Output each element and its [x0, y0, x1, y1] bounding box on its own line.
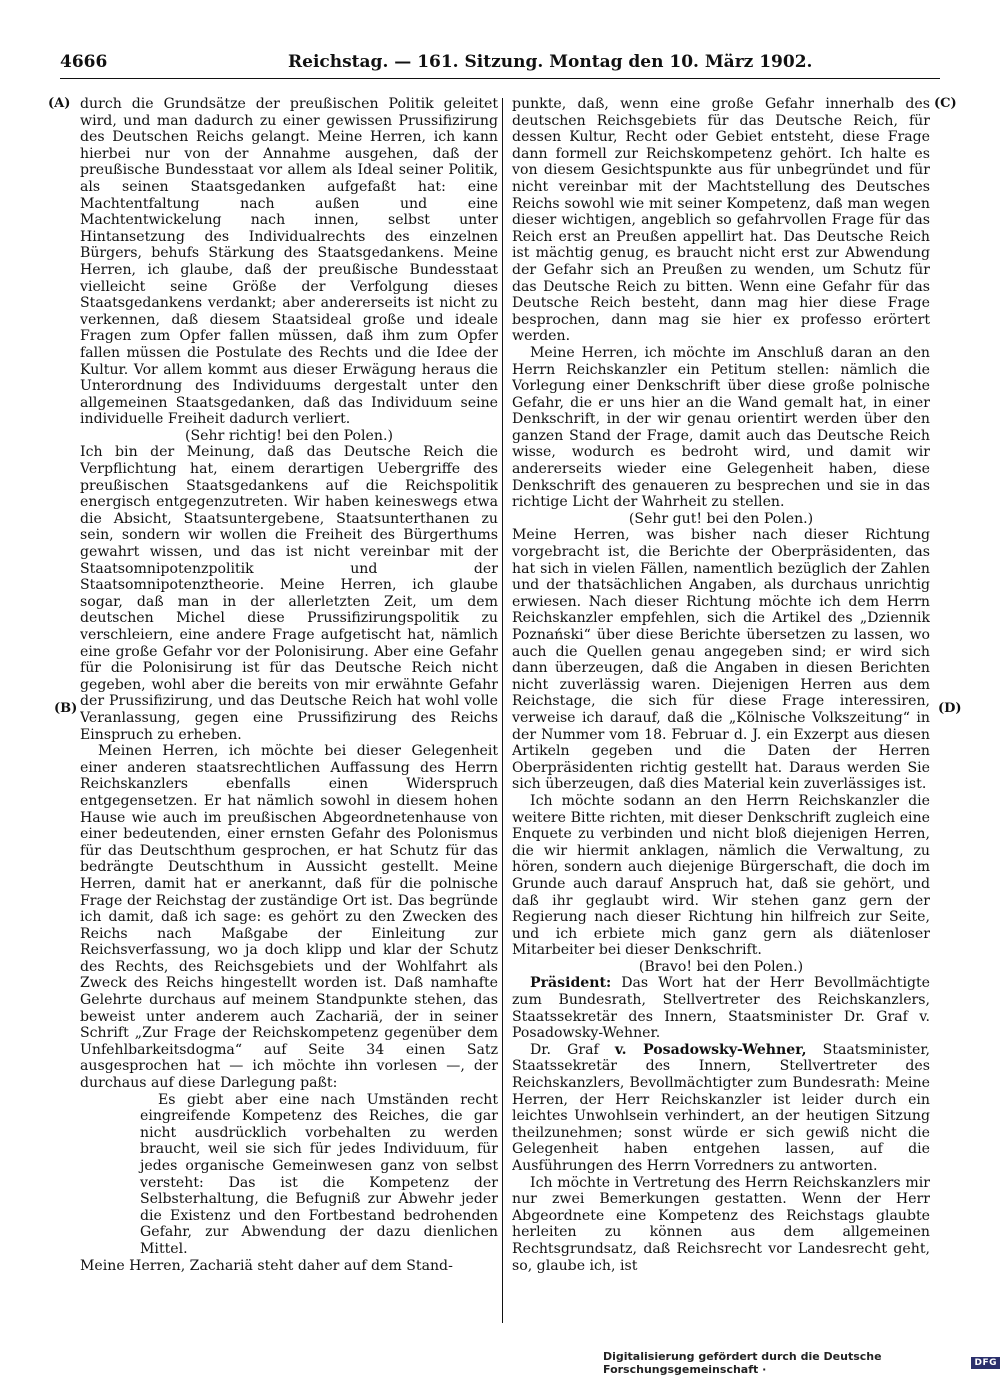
- speaker-text: Staatsminister, Staatssekretär des Innern, Stellvertreter des Reichskanzlers, Bevollmächtigter zum Bundesrath: Meine Herren, der Herr Reichskanzler ist leider durch ein leichtes Unwohlsein verhindert, an der heutigen Sitzung theilzunehmen; sonst würde er sich gewiß nicht die Gelegenheit haben entgehen lassen, auf die Ausführungen des Herrn Vorredners zu antworten.: [512, 1041, 930, 1174]
- paragraph: punkte, daß, wenn eine große Gefahr innerhalb des deutschen Reichsgebiets für das Deutsche Reich, für dessen Kultur, Recht oder Gebiet entsteht, diese Frage dann formell zur Reichskompetenz gehört. Ich halte es von diesem Gesichtspunkte aus für unbegründet und für nicht vereinbar mit der Machtstellung des Deutsches Reichs sowohl wie mit seiner Kompetenz, daß man wegen dieser wichtigen, angeblich so gefahrvollen Frage für das Reich erst an Preußen appellirt hat. Das Deutsche Reich ist mächtig genug, es braucht nicht erst zur Abwendung der Gefahr sich an Preußen zu wenden, um Schutz für das Deutsche Reich zu bitten. Wenn eine Gefahr für das Deutsche Reich besteht, dann mag hier diese Frage besprochen, dann mag sie hier ex professo erörtert werden.: [512, 96, 930, 345]
- running-title: Reichstag. — 161. Sitzung. Montag den 10. März 1902.: [288, 52, 813, 72]
- paragraph: Ich bin der Meinung, daß das Deutsche Reich die Verpflichtung hat, einem derartigen Uebergriffe des preußischen Staatsgedankens auf die Reichspolitik energisch entgegenzutreten. Wir haben keineswegs etwa die Absicht, Staatsuntergebene, Staatsunterthanen zu sein, sondern wir wollen die Freiheit des Bürgerthums gewahrt wissen, und das ist nicht vereinbar mit der Staatsomnipotenzpolitik und der Staatsomnipotenztheorie. Meine Herren, ich glaube sogar, daß man in der allerletzten Zeit, um dem deutschen Michel diese Prussifizirungspolitik zu verschleiern, eine andere Frage aufgetischt hat, nämlich eine große Gefahr vor der Polonisirung. Aber eine Gefahr für die Polonisirung ist für das Deutsche Reich nicht gegeben, wohl aber die bereits von mir erwähnte Gefahr der Prussifizirung, und das Deutsche Reich hat wohl volle Veranlassung, gegen eine Prussifizirung des Reichs Einspruch zu erheben.: [80, 444, 498, 743]
- speaker-name: v. Posadowsky-Wehner,: [614, 1041, 807, 1058]
- left-column: [80, 96, 498, 1326]
- paragraph: Meine Herren, ich möchte im Anschluß daran an den Herrn Reichskanzler ein Petitum stellen: nämlich die Vorlegung einer Denkschrift über diese große polnische Gefahr, die er uns hier an die Wand gemalt hat, in einer Denkschrift, in der wir genau orientirt werden über den ganzen Stand der Frage, damit auch das Deutsche Reich wisse, wodurch es bedroht wird, und damit wir andererseits wieder eine Gelegenheit haben, diese Denkschrift des genaueren zu besprechen und sie in das richtige Licht der Wahrheit zu stellen.: [512, 344, 930, 511]
- column-divider: [502, 98, 503, 1323]
- paragraph: durch die Grundsätze der preußischen Politik geleitet wird, und man dadurch zu einer gewissen Prussifizirung des Deutschen Reichs gelangt. Meine Herren, ich kann hierbei nur von der Annahme ausgehen, daß der preußische Bundesstaat vor allem als Ideal seiner Politik, als seinen Staatsgedanken aufgefaßt hat: eine Machtentfaltung nach außen und eine Machtentwickelung nach innen, selbst unter Hintansetzung des Individualrechts des einzelnen Bürgers, behufs Stärkung des Staatsgedankens. Meine Herren, ich glaube, daß der preußische Bundesstaat vielleicht seine Größe der Verfolgung dieses Staatsgedankens verdankt; aber andererseits ist nicht zu verkennen, daß diesem Staatsideal große und ideale Fragen zum Opfer fallen müssen, daß ihm zum Opfer fallen müssen die Postulate des Rechts und die Idee der Kultur. Vor allem kommt aus dieser Erwägung heraus die Unterordnung des Individuums dergestalt unter den allgemeinen Staatsgedanken, daß das Individuum seine individuelle Freiheit dadurch verliert.: [80, 96, 498, 428]
- president-label: Präsident:: [530, 975, 612, 992]
- margin-marker-c: (C): [934, 96, 957, 111]
- page-number: 4666: [60, 52, 108, 72]
- footer-text: Digitalisierung gefördert durch die Deutsche Forschungsgemeinschaft ·: [603, 1350, 882, 1376]
- paragraph: Ich möchte in Vertretung des Herrn Reichskanzlers mir nur zwei Bemerkungen gestatten. Wenn der Herr Abgeordnete eine Kompetenz des Reichstags glaubte herleiten zu können aus dem allgemeinen Rechtsgrundsatz, daß Reichsrecht vor Landesrecht geht, so, glaube ich, ist: [512, 1174, 930, 1274]
- paragraph: Ich möchte sodann an den Herrn Reichskanzler die weitere Bitte richten, mit dieser Denkschrift zugleich eine Enquete zu verbinden und nicht bloß diejenigen Herren, die wir hiermit anklagen, nämlich die Verwaltung, zu hören, sondern auch diejenige Bürgerschaft, die doch im Grunde auch darauf Anspruch hat, daß sie gehört, und daß ihr geglaubt wird. Wir stehen ganz gern der Regierung nach dieser Richtung hin hilfreich zur Seite, und ich erbiete mich ganz gern als diätenloser Mitarbeiter bei dieser Denkschrift.: [512, 792, 930, 959]
- paragraph: Meinen Herren, ich möchte bei dieser Gelegenheit einer anderen staatsrechtlichen Auffassung des Herrn Reichskanzlers ebenfalls einen Widerspruch entgegensetzen. Er hat nämlich sowohl in diesem hohen Hause wie auch im preußischen Abgeordnetenhause von einer bedeutenden, einer ernsten Gefahr des Polonismus für das Deutschthum gesprochen, er hat Schutz für das bedrängte Deutschthum in Aussicht gestellt. Meine Herren, damit hat er anerkannt, daß für die polnische Frage der Reichstag der zuständige Ort ist. Das begründe ich damit, daß ich sage: es gehört zu den Zwecken des Reichs nach Maßgabe der Einleitung zur Reichsverfassung, wo ja doch klipp und klar der Schutz des Rechts, des Reichsgebiets und der Wohlfahrt als Zweck des Reichs hingestellt worden ist. Daß namhafte Gelehrte durchaus auf meinem Standpunkte stehen, das beweist unter anderem auch Zachariä, der in seiner Schrift „Zur Frage der Reichskompetenz gegenüber dem Unfehlbarkeitsdogma“ auf Seite 34 einen Satz ausgesprochen hat — ich möchte ihn vorlesen —, der durchaus auf diese Darlegung paßt:: [80, 743, 498, 1092]
- margin-marker-d: (D): [938, 701, 962, 716]
- right-column: [512, 96, 930, 1326]
- paragraph: Meine Herren, was bisher nach dieser Richtung vorgebracht ist, die Berichte der Oberpräsidenten, das hat sich in vielen Fällen, namentlich bezüglich der Zahlen und der thatsächlichen Angaben, als durchaus unrichtig erwiesen. Nach dieser Richtung möchte ich dem Herrn Reichskanzler empfehlen, sich die Artikel des „Dziennik Poznański“ über diese Berichte übersetzen zu lassen, wo auch die Quellen genau angegeben sind; er wird sich dann überzeugen, daß die Angaben in diesen Berichten nicht zuverlässig waren. Diejenigen Herren aus dem Reichstage, die sich für diese Frage interessiren, verweise ich darauf, daß die „Kölnische Volkszeitung“ in der Nummer vom 18. Februar d. J. ein Exzerpt aus diesen Artikeln gegeben und die Daten der Herren Oberpräsidenten richtig gestellt hat. Daraus werden Sie sich überzeugen, daß dies Material kein zuverlässiges ist.: [512, 527, 930, 793]
- stage-direction: (Sehr richtig! bei den Polen.): [185, 427, 393, 444]
- dfg-logo-icon: DFG: [971, 1357, 1000, 1369]
- president-text: Das Wort hat der Herr Bevollmächtigte zum Bundesrath, Stellvertreter des Reichskanzlers, Staatssekretär des Innern, Staatsminister Dr. Graf v. Posadowsky-Wehner.: [512, 975, 930, 1042]
- footer-credit: [603, 1350, 1000, 1376]
- speaker-prefix: Dr. Graf: [530, 1041, 599, 1058]
- speaker-paragraph: [512, 1042, 930, 1175]
- page-header: [60, 52, 940, 76]
- margin-marker-a: (A): [48, 96, 71, 111]
- president-paragraph: [512, 975, 930, 1041]
- margin-marker-b: (B): [54, 701, 78, 716]
- stage-direction: (Bravo! bei den Polen.): [638, 958, 804, 975]
- paragraph: Meine Herren, Zachariä steht daher auf dem Stand-: [80, 1257, 453, 1274]
- stage-direction: (Sehr gut! bei den Polen.): [628, 510, 814, 527]
- block-quote: Es giebt aber eine nach Umständen recht eingreifende Kompetenz des Reiches, die gar nicht ausdrücklich vorbehalten zu werden braucht, weil sie sich für jedes Individuum, für jedes organische Gemeinwesen ganz von selbst versteht: Das ist die Kompetenz der Selbsterhaltung, die Befugniß zur Abwehr jeder die Existenz und den Fortbestand bedrohenden Gefahr, zur Abwendung der dazu dienlichen Mittel.: [140, 1091, 498, 1257]
- header-rule: [60, 78, 940, 79]
